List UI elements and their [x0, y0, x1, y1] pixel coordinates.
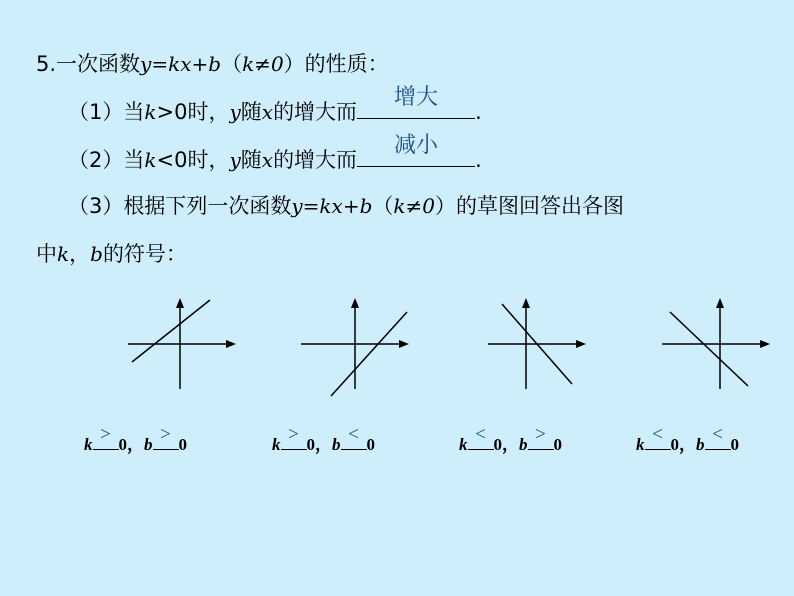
condition: k≠0	[393, 194, 435, 218]
y-axis-arrow	[716, 298, 724, 308]
x-axis-arrow	[226, 340, 236, 348]
item-2-mid: 随	[240, 148, 262, 172]
item-3-line-1	[68, 192, 624, 220]
signs-graph-4	[636, 424, 739, 455]
item-2-cond: <0时，	[156, 148, 230, 172]
zero: 0	[178, 435, 187, 454]
comma: ，	[315, 435, 332, 454]
separator: ，	[69, 242, 91, 266]
var-b: b	[90, 242, 103, 266]
title-text: 一次函数	[56, 52, 141, 76]
zero: 0	[493, 435, 502, 454]
answer-2: 减小	[394, 133, 439, 158]
title-suffix: ）的性质：	[283, 52, 389, 76]
k-sign: >	[288, 424, 299, 445]
var-x: x	[261, 100, 274, 124]
comma: ，	[679, 435, 696, 454]
k-sign-blank[interactable]	[281, 424, 307, 450]
b-sign: >	[160, 424, 171, 445]
k-sign: >	[100, 424, 111, 445]
item-3-prefix: （3）根据下列一次函数	[68, 194, 292, 218]
var-y: y	[229, 100, 241, 124]
b-sign-blank[interactable]	[153, 424, 179, 450]
zero: 0	[366, 435, 375, 454]
function-line	[331, 312, 407, 396]
zero: 0	[553, 435, 562, 454]
var-b: b	[519, 435, 528, 454]
item-3-suffix: ）的草图回答出各图	[435, 194, 624, 218]
property-title	[36, 50, 389, 78]
zero: 0	[730, 435, 739, 454]
signs-graph-2	[272, 424, 375, 455]
condition: k≠0	[242, 52, 284, 76]
signs-graph-1	[84, 424, 187, 455]
period: .	[475, 148, 482, 172]
period: .	[475, 100, 482, 124]
k-sign-blank[interactable]	[93, 424, 119, 450]
zero: 0	[670, 435, 679, 454]
var-k: k	[144, 100, 157, 124]
var-b: b	[144, 435, 153, 454]
b-sign: <	[712, 424, 723, 445]
k-sign-blank[interactable]	[468, 424, 494, 450]
k-sign: <	[475, 424, 486, 445]
var-b: b	[696, 435, 705, 454]
item-1-mid: 随	[240, 100, 262, 124]
item-3-line2-suffix: 的符号：	[102, 242, 187, 266]
b-sign: >	[535, 424, 546, 445]
item-1-prefix: （1）当	[68, 100, 145, 124]
x-axis-arrow	[760, 340, 770, 348]
var-b: b	[332, 435, 341, 454]
k-sign: <	[652, 424, 663, 445]
item-3-line2-prefix: 中	[36, 242, 57, 266]
item-3-line-2	[36, 240, 187, 268]
b-sign-blank[interactable]	[705, 424, 731, 450]
var-k: k	[272, 435, 281, 454]
item-2-prefix: （2）当	[68, 148, 145, 172]
x-axis-arrow	[399, 340, 409, 348]
b-sign-blank[interactable]	[528, 424, 554, 450]
zero: 0	[306, 435, 315, 454]
answer-1: 增大	[394, 85, 439, 110]
var-y: y	[229, 148, 241, 172]
item-1-rest: 的增大而	[273, 100, 358, 124]
k-sign-blank[interactable]	[645, 424, 671, 450]
item-2-rest: 的增大而	[273, 148, 358, 172]
item-1	[68, 85, 482, 126]
y-axis-arrow	[351, 298, 359, 308]
graph-1	[120, 292, 245, 392]
graph-2	[293, 292, 418, 402]
item-number: 5.	[36, 52, 57, 76]
b-sign: <	[348, 424, 359, 445]
function-line	[132, 300, 210, 362]
function-formula: y=kx+b	[140, 52, 222, 76]
signs-graph-3	[459, 424, 562, 455]
function-line	[670, 312, 748, 386]
b-sign-blank[interactable]	[341, 424, 367, 450]
paren-open: （	[221, 52, 243, 76]
zero: 0	[118, 435, 127, 454]
y-axis-arrow	[522, 298, 530, 308]
var-k: k	[144, 148, 157, 172]
graph-3	[480, 292, 605, 392]
function-formula: y=kx+b	[291, 194, 373, 218]
var-x: x	[261, 148, 274, 172]
var-k: k	[459, 435, 468, 454]
x-axis-arrow	[576, 340, 586, 348]
var-k: k	[84, 435, 93, 454]
item-2	[68, 133, 482, 174]
item-1-cond: >0时，	[156, 100, 230, 124]
comma: ，	[502, 435, 519, 454]
answer-blank-2[interactable]	[357, 133, 475, 167]
graph-4	[656, 292, 781, 392]
comma: ，	[127, 435, 144, 454]
var-k: k	[636, 435, 645, 454]
answer-blank-1[interactable]	[357, 85, 475, 119]
paren-open: （	[372, 194, 394, 218]
y-axis-arrow	[176, 298, 184, 308]
var-k: k	[57, 242, 70, 266]
